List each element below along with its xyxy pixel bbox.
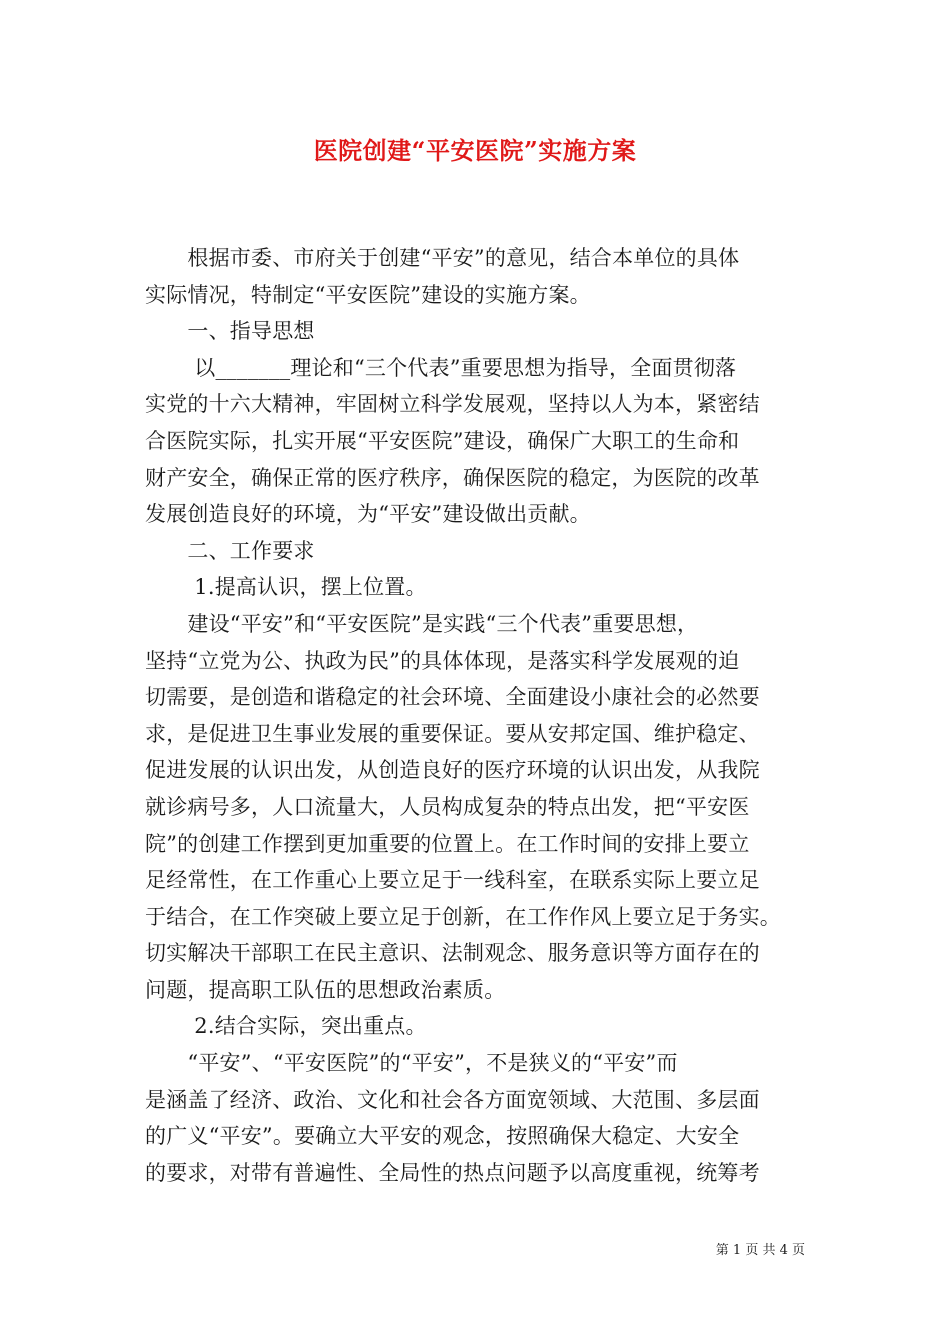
body-line-17: 院”的创建工作摆到更加重要的位置上。在工作时间的安排上要立 xyxy=(145,831,750,856)
body-line-19: 于结合，在工作突破上要立足于创新，在工作作风上要立足于务实。 xyxy=(145,904,781,929)
body-line-12: 坚持“立党为公、执政为民”的具体体现，是落实科学发展观的迫 xyxy=(145,648,740,673)
body-line-13: 切需要，是创造和谐稳定的社会环境、全面建设小康社会的必然要 xyxy=(145,685,760,710)
body-line-5: 实党的十六大精神，牢固树立科学发展观，坚持以人为本，紧密结 xyxy=(145,392,760,417)
body-line-24: 是涵盖了经济、政治、文化和社会各方面宽领域、大范围、多层面 xyxy=(145,1087,760,1112)
subheading-2: 2.结合实际，突出重点。 xyxy=(145,1014,427,1039)
body-line-25: 的广义“平安”。要确立大平安的观念，按照确保大稳定、大安全 xyxy=(145,1124,740,1149)
body-line-1: 根据市委、市府关于创建“平安”的意见，结合本单位的具体 xyxy=(145,246,740,270)
subheading-1: 1.提高认识，摆上位置。 xyxy=(145,575,427,600)
body-line-20: 切实解决干部职工在民主意识、法制观念、服务意识等方面存在的 xyxy=(145,941,760,966)
document-body xyxy=(145,240,825,1191)
body-line-16: 就诊病号多，人口流量大，人员构成复杂的特点出发，把“平安医 xyxy=(145,794,750,819)
body-line-23: “平安”、“平安医院”的“平安”，不是狭义的“平安”而 xyxy=(145,1051,678,1076)
body-line-6: 合医院实际，扎实开展“平安医院”建设，确保广大职工的生命和 xyxy=(145,428,740,453)
section-heading-guiding-ideology: 一、指导思想 xyxy=(145,319,315,344)
body-line-15: 促进发展的认识出发，从创造良好的医疗环境的认识出发，从我院 xyxy=(145,758,760,783)
body-line-2: 实际情况，特制定“平安医院”建设的实施方案。 xyxy=(145,282,591,307)
body-line-8: 发展创造良好的环境，为“平安”建设做出贡献。 xyxy=(145,502,591,527)
body-line-4: 以_______理论和“三个代表”重要思想为指导，全面贯彻落 xyxy=(145,355,737,380)
page-number-footer: 第 1 页 共 4 页 xyxy=(715,1243,805,1258)
body-line-11: 建设“平安”和“平安医院”是实践“三个代表”重要思想， xyxy=(145,611,699,636)
document-title: 医院创建“平安医院”实施方案 xyxy=(313,136,637,165)
body-line-26: 的要求，对带有普遍性、全局性的热点问题予以高度重视，统筹考 xyxy=(145,1160,760,1185)
section-heading-work-requirements: 二、工作要求 xyxy=(145,538,315,563)
body-line-7: 财产安全，确保正常的医疗秩序，确保医院的稳定，为医院的改革 xyxy=(145,465,760,490)
body-line-14: 求，是促进卫生事业发展的重要保证。要从安邦定国、维护稳定、 xyxy=(145,721,760,746)
body-line-21: 问题，提高职工队伍的思想政治素质。 xyxy=(145,977,506,1002)
body-line-18: 足经常性，在工作重心上要立足于一线科室，在联系实际上要立足 xyxy=(145,868,760,893)
